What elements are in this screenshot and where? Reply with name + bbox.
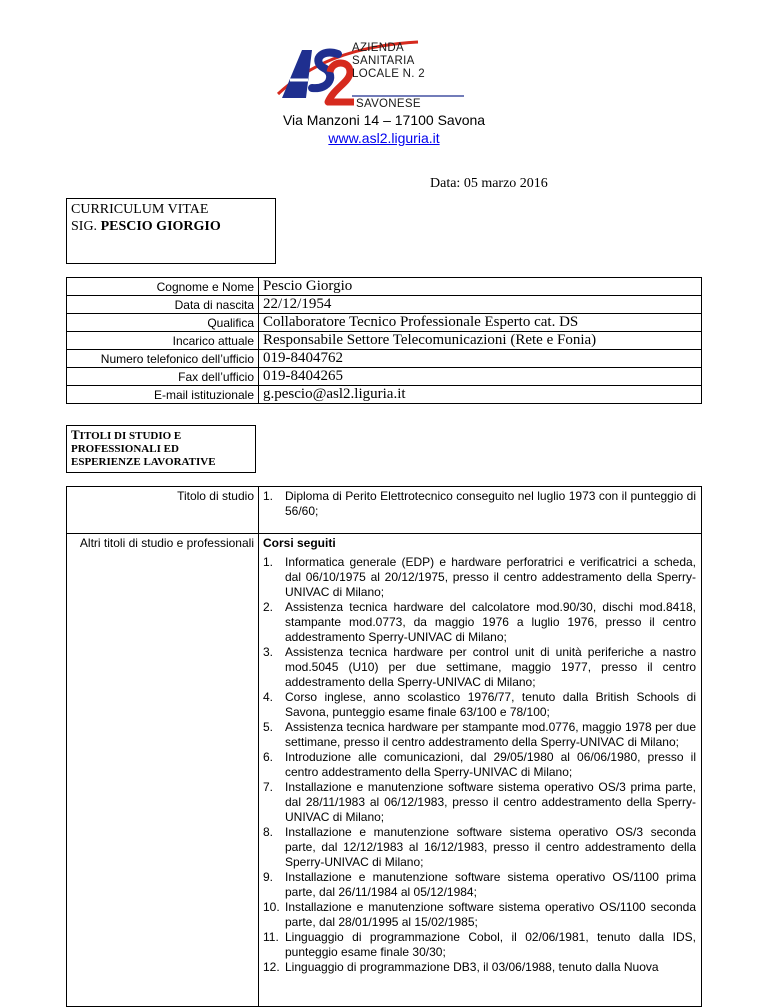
- item-text: Installazione e manutenzione software sistema operativo OS/1100 prima parte, dal 26/11/1984 al 05/12/1984;: [285, 870, 696, 899]
- document-date: Data: 05 marzo 2016: [430, 176, 548, 191]
- item-text: Installazione e manutenzione software sistema operativo OS/3 prima parte, dal 28/11/1983 al 06/12/1983, presso il centro addestramento della Sperry-UNIVAC di Milano;: [285, 780, 696, 824]
- item-number: 7.: [263, 780, 274, 794]
- item-text: Linguaggio di programmazione DB3, il 03/06/1988, tenuto dalla Nuova: [285, 960, 659, 974]
- logo-line-3: LOCALE N. 2: [352, 68, 425, 80]
- item-text: Installazione e manutenzione software sistema operativo OS/3 seconda parte, dal 12/12/1983 al 16/12/1983, presso il centro addestramento della Sperry-UNIVAC di Milano;: [285, 825, 696, 869]
- personal-data-table: [66, 277, 702, 404]
- section-title-initial: T: [71, 427, 80, 442]
- field-value: Collaboratore Tecnico Professionale Esperto cat. DS: [259, 314, 702, 332]
- item-text: Assistenza tecnica hardware del calcolatore mod.90/30, dischi mod.8418, stampante mod.0773, da maggio 1976 a luglio 1976, presso il centro addestramento Sperry-UNIVAC di Milano;: [285, 600, 696, 644]
- item-text: Linguaggio di programmazione Cobol, il 02/06/1981, tenuto dalla IDS, punteggio esame finale 30/30;: [285, 930, 696, 959]
- item-text: Informatica generale (EDP) e hardware perforatrici e verificatrici a scheda, dal 06/10/1975 al 20/12/1975, presso il centro addestramento della Sperry-UNIVAC di Milano;: [285, 555, 696, 599]
- cv-title: CURRICULUM VITAE: [71, 202, 209, 217]
- table-row: [67, 314, 702, 332]
- field-label: Qualifica: [67, 314, 259, 332]
- section-title-rest: ITOLI: [79, 430, 112, 442]
- field-label: E-mail istituzionale: [67, 386, 259, 404]
- item-number: 5.: [263, 720, 274, 734]
- logo-line-2: SANITARIA: [352, 55, 415, 67]
- item-text: Diploma di Perito Elettrotecnico conseguito nel luglio 1973 con il punteggio di 56/60;: [285, 489, 696, 518]
- list-item: [263, 825, 696, 870]
- item-number: 2.: [263, 600, 274, 614]
- education-table: [66, 486, 702, 1007]
- list-item: [263, 555, 696, 600]
- item-text: Corso inglese, anno scolastico 1976/77, tenuto dalla British Schools di Savona, punteggio esame finale 63/100 e 78/100;: [285, 690, 696, 719]
- list-item: [263, 960, 696, 975]
- field-label: Data di nascita: [67, 296, 259, 314]
- courses-heading: Corsi seguiti: [263, 536, 336, 550]
- field-value: Pescio Giorgio: [259, 278, 702, 296]
- field-value: 22/12/1954: [259, 296, 702, 314]
- item-number: 10.: [263, 900, 280, 914]
- website-link[interactable]: www.asl2.liguria.it: [328, 130, 440, 146]
- table-row: [67, 296, 702, 314]
- item-number: 4.: [263, 690, 274, 704]
- item-text: Assistenza tecnica hardware per control unit di unità periferiche a nastro mod.5045 (U10) per due settimane, maggio 1977, presso il centro addestramento della Sperry-UNIVAC di Milano;: [285, 645, 696, 689]
- list-item: [263, 489, 696, 519]
- item-number: 6.: [263, 750, 274, 764]
- table-row: [67, 332, 702, 350]
- table-row: [67, 487, 702, 534]
- address-block: [0, 111, 768, 147]
- list-item: [263, 600, 696, 645]
- asl2-logo: [268, 36, 508, 112]
- table-row: [67, 534, 702, 1007]
- list-item: [263, 870, 696, 900]
- table-row: [67, 278, 702, 296]
- item-number: 8.: [263, 825, 274, 839]
- section-title-line3: ESPERIENZE LAVORATIVE: [71, 456, 216, 468]
- field-value: Responsabile Settore Telecomunicazioni (Rete e Fonia): [259, 332, 702, 350]
- field-label: Numero telefonico dell’ufficio: [67, 350, 259, 368]
- cv-name: PESCIO GIORGIO: [100, 219, 221, 234]
- field-label: Fax dell’ufficio: [67, 368, 259, 386]
- item-number: 1.: [263, 555, 274, 569]
- list-item: [263, 645, 696, 690]
- list-item: [263, 900, 696, 930]
- item-number: 1.: [263, 489, 274, 503]
- field-value: [259, 534, 702, 1007]
- item-number: 3.: [263, 645, 274, 659]
- item-number: 11.: [263, 930, 279, 944]
- field-value: [259, 487, 702, 534]
- logo-line-4: SAVONESE: [356, 98, 421, 110]
- item-text: Installazione e manutenzione software sistema operativo OS/1100 seconda parte, dal 28/01/1995 al 15/02/1985;: [285, 900, 696, 929]
- table-row: [67, 386, 702, 404]
- item-number: 9.: [263, 870, 274, 884]
- list-item: [263, 690, 696, 720]
- list-item: [263, 720, 696, 750]
- list-item: [263, 750, 696, 780]
- field-label: Cognome e Nome: [67, 278, 259, 296]
- section-title-box: [66, 425, 256, 473]
- field-label: Altri titoli di studio e professionali: [67, 534, 259, 1007]
- item-text: Introduzione alle comunicazioni, dal 29/05/1980 al 06/06/1980, presso il centro addestramento della Sperry-UNIVAC di Milano;: [285, 750, 696, 779]
- cv-name-prefix: SIG.: [71, 219, 101, 234]
- email-value: g.pescio@asl2.liguria.it: [259, 386, 702, 404]
- list-item: [263, 930, 696, 960]
- section-title-line2: PROFESSIONALI ED: [71, 443, 179, 455]
- item-number: 12.: [263, 960, 280, 974]
- item-text: Assistenza tecnica hardware per stampante mod.0776, maggio 1978 per due settimane, presso il centro addestramento della Sperry-UNIVAC di Milano;: [285, 720, 696, 749]
- table-row: [67, 350, 702, 368]
- table-row: [67, 368, 702, 386]
- logo-line-1: AZIENDA: [352, 42, 404, 54]
- field-label: Incarico attuale: [67, 332, 259, 350]
- field-value: 019-8404265: [259, 368, 702, 386]
- field-value: 019-8404762: [259, 350, 702, 368]
- address-line: Via Manzoni 14 – 17100 Savona: [282, 112, 486, 128]
- section-title-line1: DI STUDIO E: [111, 430, 182, 442]
- list-item: [263, 780, 696, 825]
- cv-title-box: [66, 198, 276, 264]
- field-label: Titolo di studio: [67, 487, 259, 534]
